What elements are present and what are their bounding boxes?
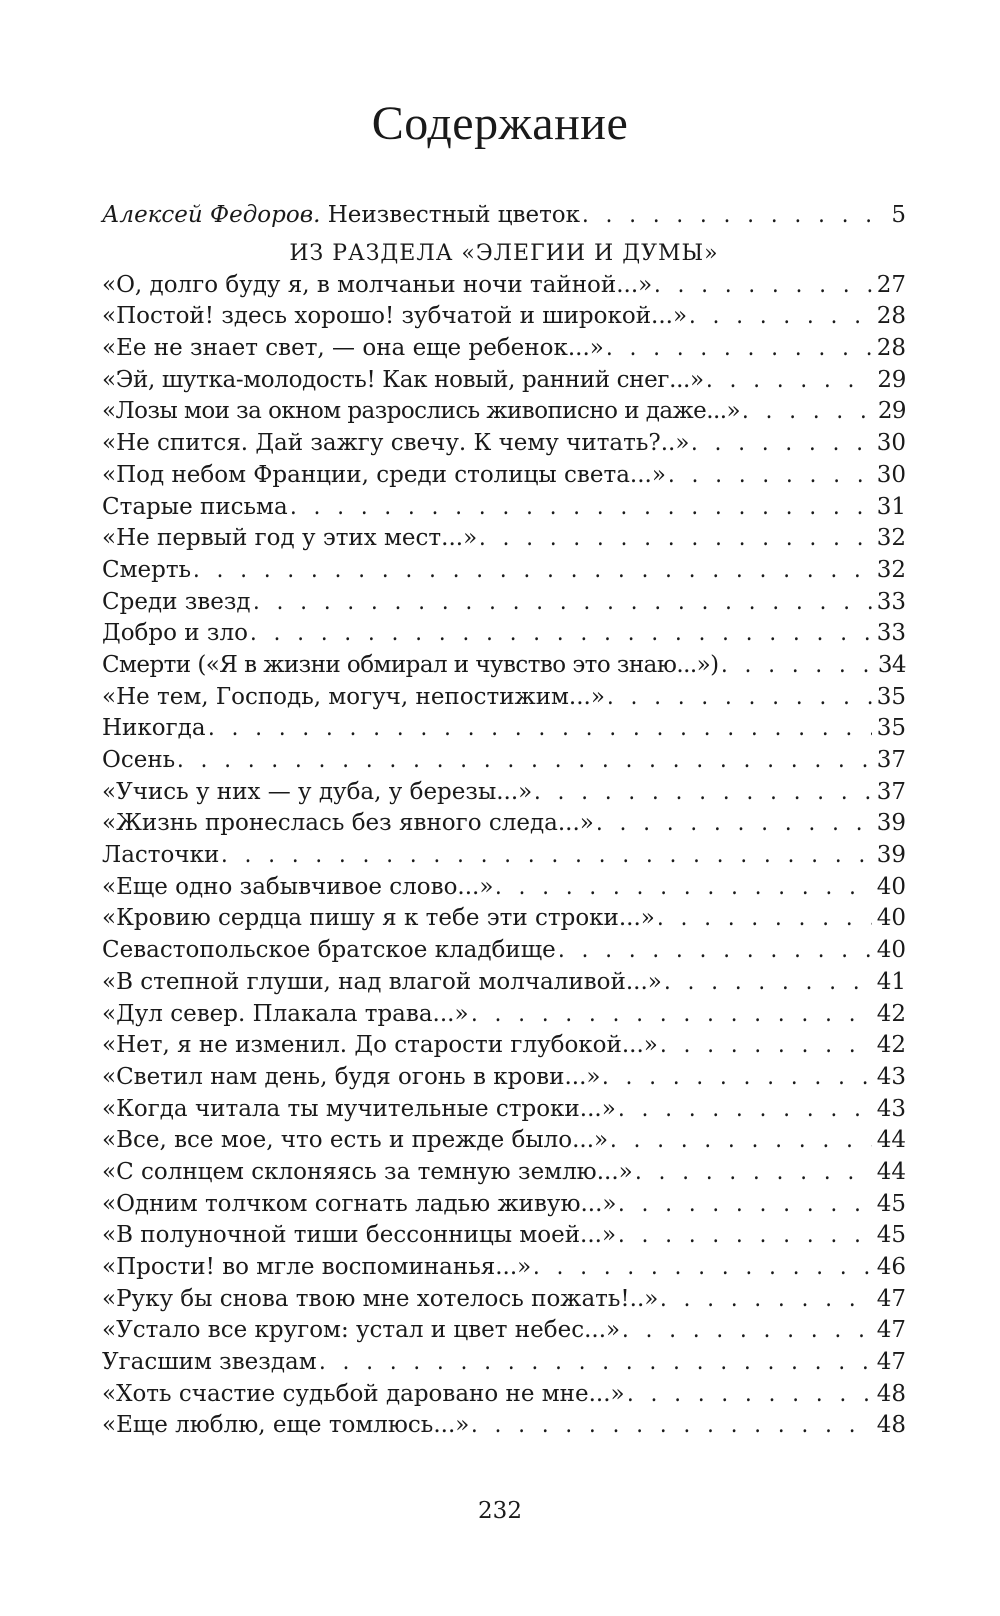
toc-page-number: 30: [876, 430, 906, 457]
toc-entry-title: «Постой! здесь хорошо! зубчатой и широкой...»: [102, 303, 688, 330]
dot-leader: [471, 1410, 872, 1442]
toc-page-number: 40: [876, 873, 906, 900]
dot-leader: [706, 365, 872, 397]
toc-page-number: 40: [876, 937, 906, 964]
toc-entry-list: [102, 270, 906, 1442]
toc-page-number: 29: [877, 366, 906, 393]
toc-entry: [102, 840, 906, 872]
toc-page-number: 48: [876, 1380, 906, 1407]
toc-entry-title: «Ее не знает свет, — она еще ребенок...»: [102, 335, 604, 362]
toc-page-number: 33: [876, 588, 906, 615]
dot-leader: [606, 333, 872, 365]
toc-entry: [102, 1347, 906, 1379]
dot-leader: [618, 1189, 872, 1221]
dot-leader: [721, 650, 872, 682]
toc-page-number: 42: [876, 1032, 906, 1059]
dot-leader: [582, 200, 872, 232]
toc-page-number: 46: [876, 1254, 906, 1280]
toc-entry: [102, 618, 906, 650]
dot-leader: [618, 1220, 872, 1252]
toc-entry: [102, 555, 906, 587]
toc-entry-title: «Еще люблю, еще томлюсь...»: [102, 1412, 470, 1439]
toc-entry-title: «Дул север. Плакала трава...»: [102, 1000, 469, 1027]
dot-leader: [657, 903, 872, 935]
toc-page-number: 33: [876, 620, 906, 647]
toc-entry: [102, 1410, 906, 1442]
toc-page-number: 35: [876, 683, 906, 710]
toc-entry: [102, 1094, 906, 1126]
toc-entry: [102, 745, 906, 777]
dot-leader: [689, 301, 872, 333]
toc-entry-title: «С солнцем склоняясь за темную землю...»: [102, 1158, 633, 1185]
toc-entry: [102, 650, 906, 682]
dot-leader: [221, 840, 872, 872]
toc-entry: [102, 523, 906, 555]
dot-leader: [660, 1284, 872, 1316]
toc-page-number: 5: [891, 202, 906, 228]
toc-page-number: 27: [876, 271, 906, 298]
section-heading: ИЗ РАЗДЕЛА «ЭЛЕГИИ И ДУМЫ»: [289, 240, 719, 266]
toc-entry: [102, 1284, 906, 1316]
toc-entry-title: «Устало все кругом: устал и цвет небес...»: [102, 1317, 621, 1344]
toc-entry: [102, 301, 906, 333]
toc-entry-title: Смерти («Я в жизни обмирал и чувство это знаю...»): [102, 651, 719, 678]
toc-entry-title: «Не первый год у этих мест...»: [102, 525, 478, 552]
toc-entry: [102, 999, 906, 1031]
toc-entry: [102, 903, 906, 935]
toc-entry-title: Никогда: [102, 715, 206, 742]
toc-page-number: 37: [876, 747, 906, 773]
toc-page-number: 42: [876, 1000, 906, 1027]
toc-entry-title: «Светил нам день, будя огонь в крови...»: [102, 1063, 601, 1090]
dot-leader: [742, 396, 872, 428]
toc-entry-title: «О, долго буду я, в молчаньи ночи тайной...»: [102, 271, 653, 298]
dot-leader: [253, 587, 872, 619]
toc-entry-title: Среди звезд: [102, 588, 251, 615]
toc-entry-title: «В полуночной тиши бессонницы моей...»: [102, 1222, 617, 1249]
toc-entry-title: «Не тем, Господь, могуч, непостижим...»: [102, 683, 605, 710]
dot-leader: [668, 460, 872, 492]
toc-page-number: 47: [876, 1317, 906, 1344]
toc-entry-title: «Прости! во мгле воспоминанья...»: [102, 1254, 532, 1280]
toc-entry-title: «В степной глуши, над влагой молчаливой...»: [102, 968, 662, 995]
dot-leader: [177, 745, 872, 777]
toc-entry-title: «Нет, я не изменил. До старости глубокой...»: [102, 1032, 658, 1059]
toc-entry-title: Угасшим звездам: [102, 1349, 317, 1376]
toc-page-number: 32: [876, 525, 906, 552]
toc-entry: [102, 1220, 906, 1252]
toc-page-number: 39: [876, 842, 906, 869]
toc-entry-title: «Одним толчком согнать ладью живую...»: [102, 1190, 617, 1217]
toc-entry-title: Ласточки: [102, 842, 220, 869]
toc-page-number: 37: [876, 778, 906, 805]
dot-leader: [533, 1252, 872, 1284]
toc-entry-title: Неизвестный цветок: [320, 202, 581, 228]
toc-page-number: 28: [876, 303, 906, 330]
dot-leader: [664, 967, 872, 999]
toc-page-number: 43: [876, 1063, 906, 1090]
toc-entry-title: Смерть: [102, 556, 192, 583]
dot-leader: [534, 777, 872, 809]
dot-leader: [558, 935, 872, 967]
toc-intro-entry: [102, 200, 906, 232]
toc-entry-title: «Кровию сердца пишу я к тебе эти строки...»: [102, 905, 655, 932]
toc-page-number: 40: [876, 905, 906, 932]
toc-page-number: 35: [876, 715, 906, 742]
toc-entry-text: [102, 200, 580, 232]
toc-entry: [102, 808, 906, 840]
toc-page-number: 41: [876, 968, 906, 995]
toc-entry: [102, 333, 906, 365]
toc-page-number: 45: [876, 1190, 906, 1217]
toc-entry: [102, 1189, 906, 1221]
toc-entry-title: Старые письма: [102, 493, 288, 520]
toc-entry: [102, 682, 906, 714]
toc-page-number: 29: [877, 398, 906, 425]
dot-leader: [290, 492, 872, 524]
toc-entry: [102, 1125, 906, 1157]
toc-entry-title: «Лозы мои за окном разрослись живописно и даже...»: [102, 398, 741, 425]
toc-entry: [102, 935, 906, 967]
toc-entry: [102, 1379, 906, 1411]
toc-entry: [102, 1252, 906, 1284]
toc-entry-title: «Учись у них — у дуба, у березы...»: [102, 778, 533, 805]
toc-page-number: 28: [876, 335, 906, 362]
toc-entry: [102, 365, 906, 397]
dot-leader: [610, 1125, 872, 1157]
dot-leader: [654, 270, 872, 302]
dot-leader: [208, 713, 872, 745]
toc-page-number: 43: [876, 1095, 906, 1122]
toc-entry: [102, 396, 906, 428]
toc-page-number: 45: [876, 1222, 906, 1249]
toc-page-number: 44: [876, 1127, 906, 1154]
toc-page-number: 44: [876, 1158, 906, 1185]
dot-leader: [602, 1062, 872, 1094]
toc-entry-title: «Все, все мое, что есть и прежде было...»: [102, 1127, 609, 1154]
dot-leader: [635, 1157, 872, 1189]
toc-entry-title: «Эй, шутка-молодость! Как новый, ранний снег...»: [102, 366, 704, 393]
page-title: Содержание: [371, 97, 629, 150]
toc-page-number: 47: [876, 1349, 906, 1376]
toc-entry: [102, 713, 906, 745]
toc-page-number: 32: [876, 556, 906, 583]
dot-leader: [627, 1379, 872, 1411]
dot-leader: [607, 682, 872, 714]
toc-entry: [102, 777, 906, 809]
dot-leader: [596, 808, 872, 840]
toc-entry-author: Алексей Федоров.: [102, 202, 321, 228]
toc-entry: [102, 270, 906, 302]
toc-entry: [102, 1062, 906, 1094]
toc-entry-title: «Когда читала ты мучительные строки...»: [102, 1095, 616, 1122]
dot-leader: [471, 999, 872, 1031]
dot-leader: [691, 428, 872, 460]
table-of-contents: [102, 200, 906, 1442]
toc-entry-title: «Еще одно забывчивое слово...»: [102, 873, 494, 900]
dot-leader: [250, 618, 872, 650]
toc-page-number: 30: [876, 461, 906, 488]
toc-entry-title: Добро и зло: [102, 620, 248, 647]
toc-page-number: 39: [876, 810, 906, 837]
toc-entry: [102, 1157, 906, 1189]
toc-entry: [102, 428, 906, 460]
toc-entry: [102, 492, 906, 524]
page-number-footer: 232: [478, 1498, 522, 1524]
toc-entry: [102, 872, 906, 904]
toc-entry-title: «Под небом Франции, среди столицы света...»: [102, 461, 666, 488]
dot-leader: [622, 1315, 872, 1347]
toc-entry-title: «Не спится. Дай зажгу свечу. К чему читать?..»: [102, 430, 690, 457]
dot-leader: [319, 1347, 872, 1379]
toc-entry: [102, 587, 906, 619]
toc-entry: [102, 460, 906, 492]
toc-entry-title: «Руку бы снова твою мне хотелось пожать!..»: [102, 1285, 659, 1312]
toc-entry: [102, 1030, 906, 1062]
toc-page-number: 47: [876, 1285, 906, 1312]
toc-entry: [102, 1315, 906, 1347]
toc-entry-title: «Хоть счастие судьбой даровано не мне...»: [102, 1380, 625, 1407]
toc-page-number: 48: [876, 1412, 906, 1439]
toc-entry-title: «Жизнь пронеслась без явного следа...»: [102, 810, 594, 837]
dot-leader: [495, 872, 872, 904]
toc-entry-title: Осень: [102, 747, 176, 773]
dot-leader: [193, 555, 872, 587]
dot-leader: [479, 523, 872, 555]
dot-leader: [660, 1030, 872, 1062]
toc-page-number: 31: [876, 493, 906, 520]
toc-entry-title: Севастопольское братское кладбище: [102, 937, 556, 964]
toc-page-number: 34: [877, 651, 906, 678]
toc-entry: [102, 967, 906, 999]
dot-leader: [618, 1094, 872, 1126]
